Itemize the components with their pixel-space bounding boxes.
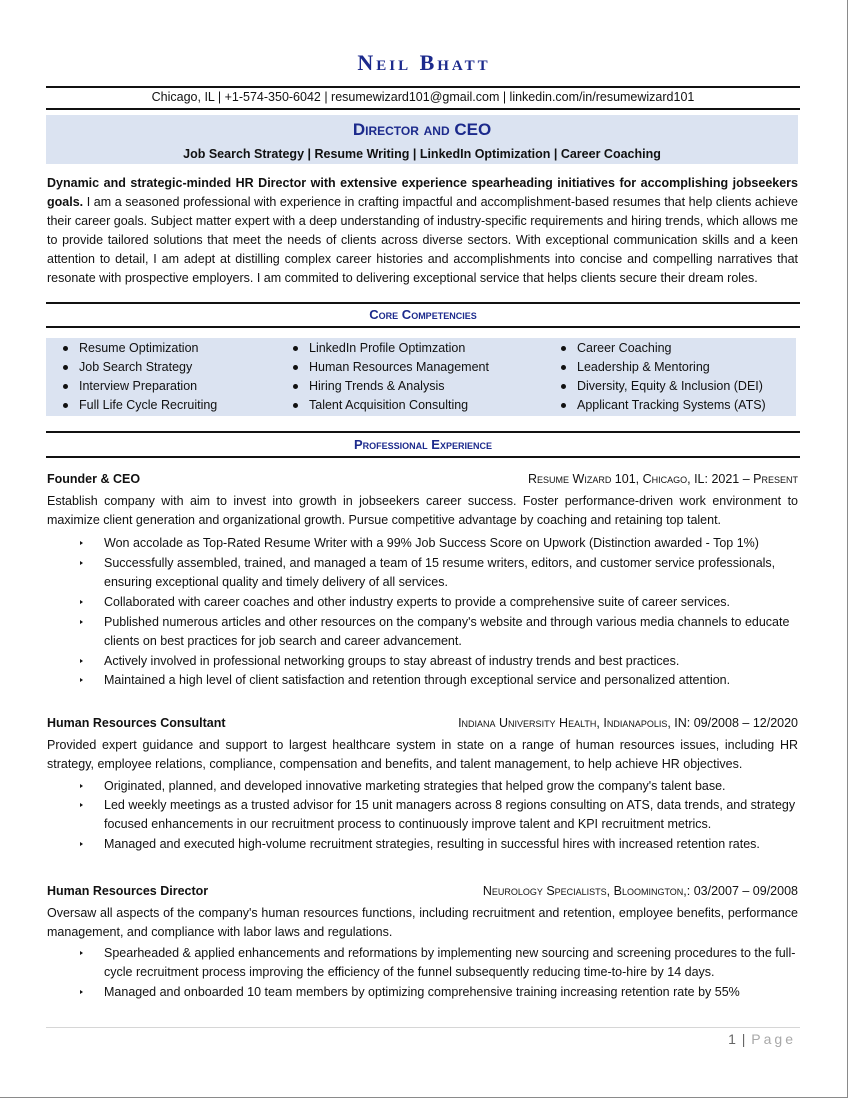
achievement-item: Maintained a high level of client satisfaction and retention through exceptional service and personalized attention. — [47, 671, 798, 690]
page-number-value: 1 — [728, 1031, 737, 1047]
page-label: Page — [751, 1031, 796, 1047]
competency-item: Hiring Trends & Analysis — [291, 377, 489, 396]
job-achievements — [47, 777, 798, 854]
job-description: Oversaw all aspects of the company's human resources functions, including recruitment and retention, employee benefits, performance management, and compliance with labor laws and regulations. — [47, 906, 798, 939]
job-header — [47, 472, 798, 490]
candidate-name: Neil Bhatt — [357, 50, 491, 75]
professional-summary — [47, 174, 798, 288]
divider — [46, 108, 800, 110]
competency-item: Interview Preparation — [61, 377, 217, 396]
page-number-separator: | — [741, 1031, 747, 1047]
achievement-item: Successfully assembled, trained, and managed a team of 15 resume writers, editors, and customer service professionals, ensuring exceptional quality and timely delivery of all services. — [47, 554, 798, 592]
summary-lead: Dynamic and strategic-minded HR Director with extensive experience spearheading initiatives for accomplishing jobseekers goals. — [47, 176, 798, 209]
job-achievements — [47, 534, 798, 690]
job-employer-dates: Resume Wizard 101, Chicago, IL: 2021 – Present — [528, 472, 798, 486]
core-competencies-heading: Core Competencies — [369, 307, 477, 322]
job-title: Founder & CEO — [47, 472, 141, 486]
achievement-item: Spearheaded & applied enhancements and reformations by implementing new sourcing and screening procedures to the full-cycle recruitment process improving the efficiency of the funnel subsequently reducing time-to-hire by 14 days. — [47, 944, 798, 982]
competency-item: Resume Optimization — [61, 339, 217, 358]
competencies-grid — [46, 338, 796, 416]
competency-item: Career Coaching — [559, 339, 766, 358]
divider — [46, 302, 800, 304]
achievement-item: Led weekly meetings as a trusted advisor for 15 unit managers across 8 regions consulting on ATS, data trends, and strategy focused enhancements in our recruitment process to continuously improve talent and KPI recruitment metrics. — [47, 796, 798, 834]
page-number — [728, 1031, 796, 1047]
competency-item: Talent Acquisition Consulting — [291, 396, 489, 415]
competency-item: Diversity, Equity & Inclusion (DEI) — [559, 377, 766, 396]
job-description: Establish company with aim to invest into growth in jobseekers career success. Foster performance-driven work environment to maximize client generation and organizational growth. Pursue competitive advantage by coaching and retaining top talent. — [47, 494, 798, 527]
job-header — [47, 716, 798, 734]
achievement-item: Published numerous articles and other resources on the company's website and through various media channels to educate clients on best practices for job search and career advancement. — [47, 613, 798, 651]
contact-line: Chicago, IL | +1-574-350-6042 | resumewizard101@gmail.com | linkedin.com/in/resumewizard101 — [151, 90, 695, 104]
job-title: Human Resources Consultant — [47, 716, 226, 730]
job-title: Human Resources Director — [47, 884, 209, 898]
divider — [46, 326, 800, 328]
title-banner — [46, 115, 798, 164]
professional-experience-heading: Professional Experience — [354, 437, 492, 452]
job-description: Provided expert guidance and support to largest healthcare system in state on a range of human resources issues, including HR strategy, employee relations, compliance, compensation and benefits, and talent management, to help achieve HR objectives. — [47, 738, 798, 771]
divider — [46, 431, 800, 433]
job-employer-dates: Indiana University Health, Indianapolis, IN: 09/2008 – 12/2020 — [458, 716, 798, 730]
headline-title: Director and CEO — [352, 120, 492, 139]
achievement-item: Managed and executed high-volume recruitment strategies, resulting in successful hires with increased retention rates. — [47, 835, 798, 854]
summary-body: I am a seasoned professional with experience in crafting impactful and accomplishment-based resumes that help clients achieve their career goals. Subject matter expert with a deep understanding of industry-specific requirements and hiring trends, which allows me to provide tailored solutions that meet the needs of clients across diverse sectors. With exceptional communication skills and a keen attention to detail, I am adept at distilling complex career histories and accomplishments into concise and compelling narratives that resonate with prospective employers. I am commited to delivering exceptional service that helps clients secure their dream roles. — [47, 195, 798, 285]
divider — [46, 86, 800, 88]
achievement-item: Managed and onboarded 10 team members by optimizing comprehensive training increasing retention rate by 55% — [47, 983, 798, 1002]
competency-item: Full Life Cycle Recruiting — [61, 396, 217, 415]
job-header — [47, 884, 798, 902]
competency-item: LinkedIn Profile Optimzation — [291, 339, 489, 358]
footer-divider — [46, 1027, 800, 1028]
competency-column-3 — [559, 339, 766, 415]
achievement-item: Collaborated with career coaches and other industry experts to provide a comprehensive suite of career services. — [47, 593, 798, 612]
job-achievements — [47, 944, 798, 1002]
achievement-item: Actively involved in professional networking groups to stay abreast of industry trends and best practices. — [47, 652, 798, 671]
job-employer-dates: Neurology Specialists, Bloomington,: 03/2007 – 09/2008 — [482, 884, 798, 898]
competency-item: Applicant Tracking Systems (ATS) — [559, 396, 766, 415]
competency-column-1 — [61, 339, 217, 415]
competency-item: Leadership & Mentoring — [559, 358, 766, 377]
competency-column-2 — [291, 339, 489, 415]
achievement-item: Won accolade as Top-Rated Resume Writer with a 99% Job Success Score on Upwork (Distinction awarded - Top 1%) — [47, 534, 798, 553]
divider — [46, 456, 800, 458]
competency-item: Human Resources Management — [291, 358, 489, 377]
achievement-item: Originated, planned, and developed innovative marketing strategies that helped grow the company's talent base. — [47, 777, 798, 796]
specialties-line: Job Search Strategy | Resume Writing | LinkedIn Optimization | Career Coaching — [183, 147, 661, 161]
competency-item: Job Search Strategy — [61, 358, 217, 377]
